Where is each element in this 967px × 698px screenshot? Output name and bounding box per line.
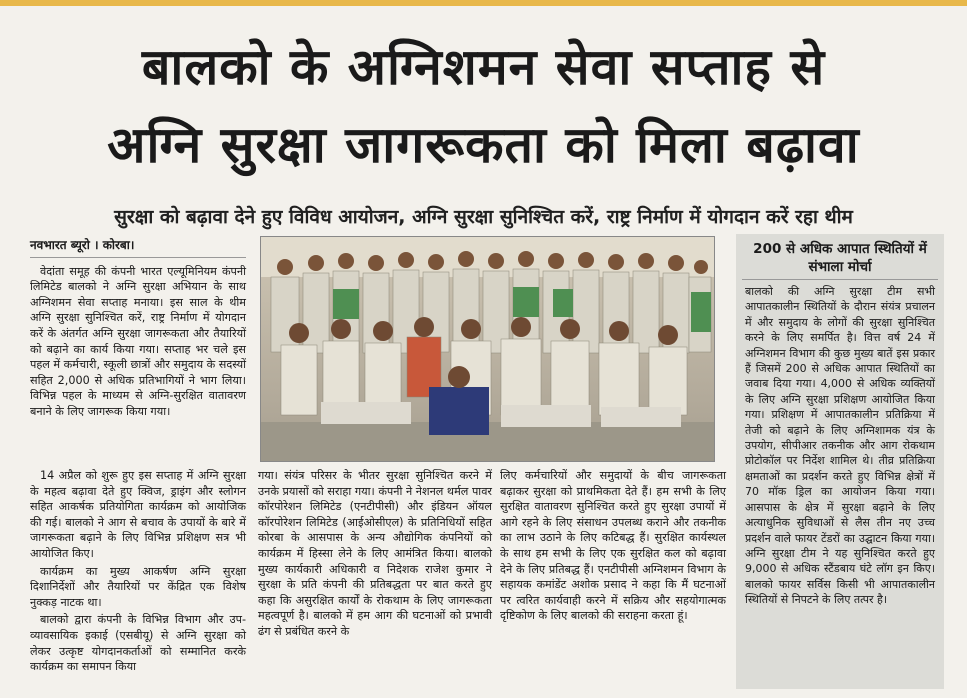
headline-line-1: बालको के अग्निशमन सेवा सप्ताह से [141, 38, 826, 96]
article-column-1-continued [30, 468, 246, 677]
paragraph: लिए कर्मचारियों और समुदायों के बीच जागरूकता बढ़ाकर सुरक्षा को प्राथमिकता देते हैं। हम सभी के लिए सुरक्षित वातावरण सुनिश्चित करते हुए सुरक्षा उपायों में आगे रहने के लिए संसाधन उपलब्ध कराने और तकनीक का लाभ उठाने के लिए कटिबद्ध हैं। सुरक्षित कार्यस्थल के साथ हम सभी के लिए एक सुरक्षित कल को बढ़ावा देने के लिए प्रतिबद्ध हैं। एनटीपीसी अग्निशमन विभाग के सहायक कमांडेंट अशोक प्रसाद ने कहा कि मैं घटनाओं पर त्वरित कार्यवाही करने में सक्रिय और सहयोगात्मक दृष्टिकोण के लिए बालको की सराहना करता हूं। [500, 469, 726, 623]
subheadline: सुरक्षा को बढ़ावा देने हुए विविध आयोजन, अग्नि सुरक्षा सुनिश्चित करें, राष्ट्र निर्माण में योगदान करें रहा थीम [114, 206, 853, 228]
group-photo [260, 236, 715, 462]
headline-line-2: अग्नि सुरक्षा जागरूकता को मिला बढ़ावा [107, 116, 860, 174]
group-photo-illustration [261, 237, 714, 461]
sidebar-box [736, 234, 944, 689]
article-column-1 [30, 238, 246, 422]
article-column-3 [500, 468, 726, 626]
paragraph: कार्यक्रम का मुख्य आकर्षण अग्नि सुरक्षा दिशानिर्देशों और तैयारियों पर केंद्रित एक विशेष नुक्कड़ नाटक था। [30, 564, 246, 609]
paragraph: वेदांता समूह की कंपनी भारत एल्यूमिनियम कंपनी लिमिटेड बालको ने अग्नि सुरक्षा अभियान के साथ अग्निशमन सेवा सप्ताह मनाया। इस साल के थीम अग्नि सुरक्षा सुनिश्चित करें, राष्ट्र निर्माण में योगदान करें के अंतर्गत अग्नि सुरक्षा जागरूकता और तैयारियों को बढ़ाने का कार्य किया गया। सप्ताह भर चले इस पहल में कर्मचारी, स्कूली छात्रों और समुदाय के सदस्यों सहित 2,000 से अधिक प्रतिभागियों ने भाग लिया। विभिन्न पहल के माध्यम से अग्नि-सुरक्षित वातावरण बनाने के लिए जागरूक किया गया। [30, 264, 247, 418]
article-column-2 [258, 468, 492, 642]
paragraph: गया। संयंत्र परिसर के भीतर सुरक्षा सुनिश्चित करने में उनके प्रयासों को सराहा गया। कंपनी ने नेशनल थर्मल पावर कॉरपोरेशन लिमिटेड (एनटीपीसी) और इंडियन ऑयल कॉरपोरेशन लिमिटेड (आईओसीएल) के प्रतिनिधियों सहित कोरबा के आसपास के अन्य औद्योगिक कंपनियों को कार्यक्रम में हिस्सा लेने के लिए आमंत्रित किया। बालको मुख्य कार्यकारी अधिकारी व निदेशक राजेश कुमार ने सुरक्षा के प्रति कंपनी की प्रतिबद्धता पर बात करते हुए कहा कि असुरक्षित कार्यों के रोकथाम के लिए जागरूकता महत्वपूर्ण है। बालको में हम आग की घटनाओं को प्रभावी ढंग से प्रबंधित करने के [258, 469, 492, 638]
top-color-band [0, 0, 967, 6]
byline: नवभारत ब्यूरो । कोरबा। [30, 238, 246, 258]
sidebar-title: 200 से अधिक आपात स्थितियों में संभाला मोर्चा [742, 234, 938, 280]
sidebar-body: बालको की अग्नि सुरक्षा टीम सभी आपातकालीन स्थितियों के दौरान संयंत्र प्रचालन में और समुदाय के लोगों की सुरक्षा सुनिश्चित करने के लिए समर्पित है। वित्त वर्ष 24 में अग्निशमन विभाग की कुछ मुख्य बातें इस प्रकार हैं जिसमें 200 से अधिक आपात स्थितियों का जवाब दिया गया। 4,000 से अधिक व्यक्तियों के लिए अग्नि सुरक्षा प्रशिक्षण आयोजित किया गया। प्रशिक्षण में आपातकालीन प्रतिक्रिया में तेजी को बढ़ाने के लिए अग्निशामक यंत्र के उपयोग, सीपीआर तकनीक और आग रोकथाम प्रोटोकॉल पर निर्देश शामिल थे। तीव्र प्रतिक्रिया क्षमताओं का प्रदर्शन करते हुए विभिन्न क्षेत्रों में 70 मॉक ड्रिल का आयोजन किया गया। आसपास के क्षेत्र में सुरक्षा बढ़ाने के लिए अत्याधुनिक सुविधाओं से लैस तीन नए उच्च प्रदर्शन वाले फायर टेंडरों का उद्घाटन किया गया। अग्नि सुरक्षा टीम ने यह सुनिश्चित करते हुए 9,000 से अधिक स्टैंडबाय घंटे लॉग इन किए। बालको फायर सर्विस किसी भी आपातकालीन स्थितियों से निपटने के लिए तत्पर है। [745, 285, 935, 607]
paragraph: 14 अप्रैल को शुरू हुए इस सप्ताह में अग्नि सुरक्षा के महत्व बढ़ावा देते हुए क्विज, ड्राइंग और स्लोगन सहित आकर्षक प्रतियोगिता कार्यक्रम को आयोजिक की गई। बालको ने आग से बचाव के उपायों के बारे में जागरूकता बढ़ाने के लिए विभिन्न प्रशिक्षण सत्र भी आयोजित किए। [30, 469, 246, 560]
paragraph: बालको द्वारा कंपनी के विभिन्न विभाग और उप-व्यावसायिक इकाई (एसबीयू) से अग्नि सुरक्षा को लेकर उत्कृष्ट योगदानकर्ताओं को सम्मानित करके कार्यक्रम का समापन किया [30, 613, 246, 674]
